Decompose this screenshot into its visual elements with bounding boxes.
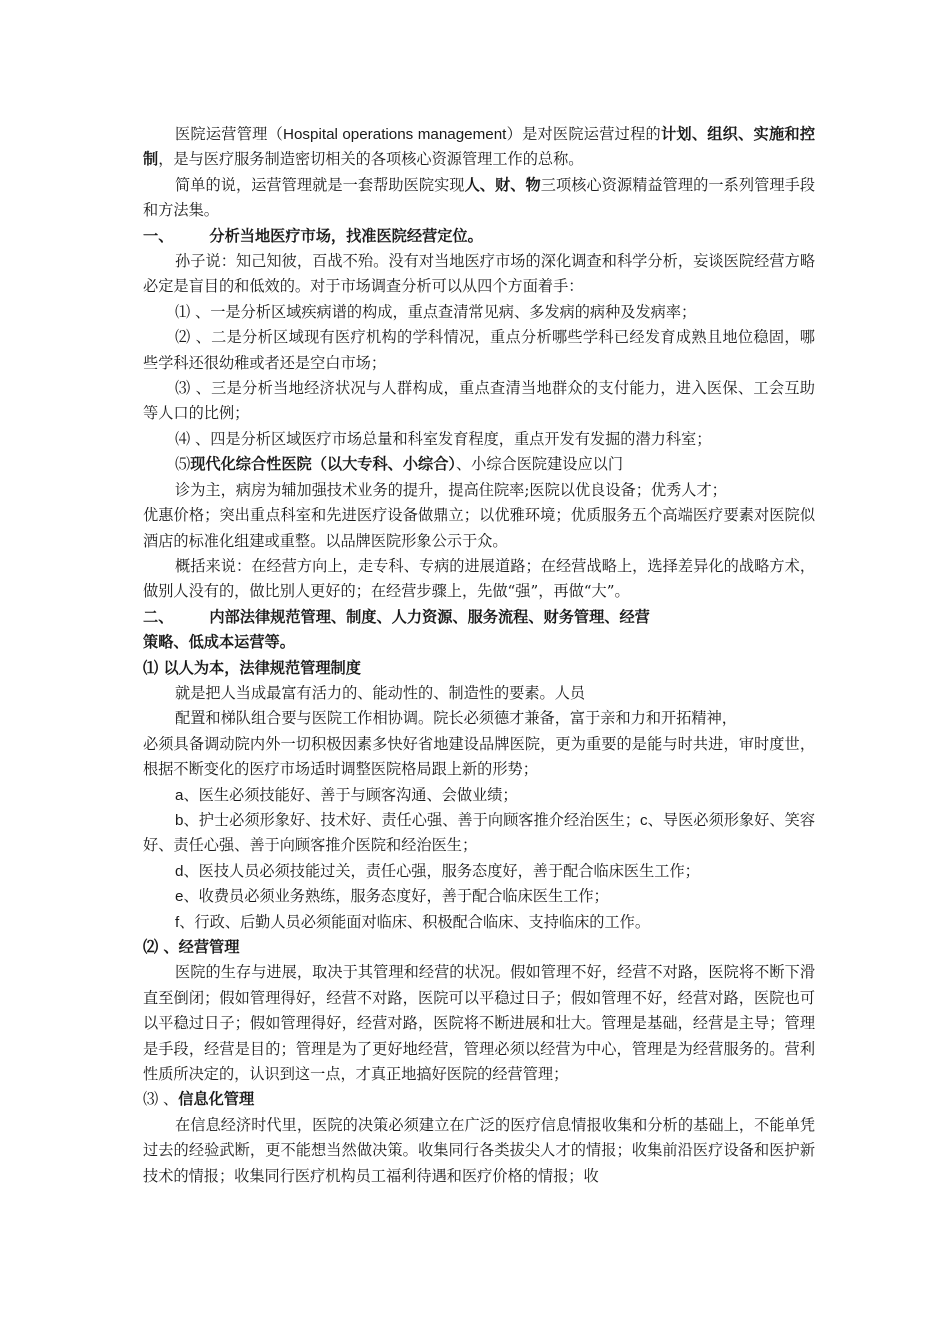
list-item-5 — [143, 452, 815, 477]
item-letter: d — [175, 862, 184, 880]
list-item-1: ⑴ 、一是分析区域疾病谱的构成，重点查清常见病、多发病的病种及发病率； — [175, 302, 697, 321]
bold-term: 现代化综合性医院（以大专科、小综合） — [190, 455, 456, 474]
people-paragraph-1: 就是把人当成最富有活力的、能动性的、制造性的要素。人员 — [175, 683, 586, 702]
diagnosis-paragraph-rest: 优惠价格；突出重点科室和先进医疗设备做鼎立；以优雅环境；优质服务五个高端医疗要素对医院似酒店的标准化组建或重整。以品牌医院形象公示于众。 — [143, 506, 815, 550]
text-run: 医院运营管理（ — [175, 125, 284, 143]
people-paragraph-2-first-line: 配置和梯队组合要与医院工作相协调。院长必须德才兼备，富于亲和力和开拓精神， — [175, 709, 737, 728]
subheading-2 — [143, 935, 815, 960]
subheading-text: ⑵ 、经营管理 — [143, 938, 240, 956]
item-letter: a — [175, 786, 184, 804]
list-number: ⑸ — [175, 455, 191, 474]
item-letter: f — [175, 913, 180, 931]
subheading-1 — [143, 656, 815, 681]
text-run: 简单的说，运营管理就是一套帮助医院实现 — [175, 175, 465, 194]
text-run: 、护士必须形象好、技术好、责任心强、善于向顾客推介经治医生； — [183, 810, 641, 829]
text-run: 、行政、后勤人员必须能面对临床、积极配合临床、支持临床的工作。 — [179, 912, 651, 931]
text-run: ）是对医院运营过程的 — [506, 125, 661, 143]
information-paragraph: 在信息经济时代里，医院的决策必须建立在广泛的医疗信息情报收集和分析的基础上，不能单凭过去的经验武断，更不能想当然做决策。收集同行各类拔尖人才的情报；收集前沿医疗设备和医护新技术的情报；收集同行医疗机构员工福利待遇和医疗价格的情报；收 — [143, 1115, 815, 1185]
section-1-paragraph: 孙子说：知己知彼，百战不殆。没有对当地医疗市场的深化调查和科学分析，妄谈医院经营方略必定是盲目的和低效的。对于市场调查分析可以从四个方面着手： — [143, 252, 815, 296]
text-run: 、小综合医院建设应以门 — [455, 455, 624, 474]
list-item-4: ⑷ 、四是分析区域医疗市场总量和科室发育程度，重点开发有发掘的潜力科室； — [175, 429, 712, 448]
section-number: 二、 — [143, 607, 174, 626]
section-1-heading — [143, 224, 815, 249]
staff-item-a — [143, 783, 815, 808]
section-2-heading-cont — [143, 630, 815, 655]
section-number: 一、 — [143, 226, 174, 245]
text-run: 、导医必须形象好、笑容好、责任心强、善于向顾客推介医院和经治医生； — [143, 810, 816, 855]
staff-item-b — [143, 808, 815, 859]
intro-paragraph-2 — [143, 173, 815, 224]
bold-term: 计划、组织、实施和控制 — [143, 125, 816, 169]
summary-paragraph: 概括来说：在经营方向上，走专科、专病的进展道路；在经营战略上，选择差异化的战略方术，做别人没有的，做比别人更好的；在经营步骤上，先做“强”，再做“大”。 — [143, 556, 815, 601]
section-title: 内部法律规范管理、制度、人力资源、服务流程、财务管理、经营 — [209, 607, 650, 626]
list-item-2: ⑵ 、二是分析区域现有医疗机构的学科情况，重点分析哪些学科已经发育成熟且地位稳固，哪些学科还很幼稚或者还是空白市场； — [143, 328, 815, 372]
text-run: 三项核心资源精益管理的一系列管理手段和方法集。 — [143, 175, 816, 220]
subheading-3 — [143, 1087, 815, 1112]
item-letter: b — [175, 811, 184, 829]
staff-item-e — [143, 884, 815, 909]
intro-paragraph-1 — [143, 122, 815, 173]
text-run: 、医技人员必须技能过关，责任心强，服务态度好，善于配合临床医生工作； — [183, 861, 700, 880]
staff-item-f — [143, 910, 815, 935]
text-run: 、医生必须技能好、善于与顾客沟通、会做业绩； — [183, 785, 518, 804]
people-paragraph-2-rest: 必须具备调动院内外一切积极因素多快好省地建设品牌医院，更为重要的是能与时共进，审时度世，根据不断变化的医疗市场适时调整医院格局跟上新的形势； — [143, 734, 815, 779]
document-page — [143, 122, 815, 1189]
text-run: 、收费员必须业务熟练，服务态度好，善于配合临床医生工作； — [183, 887, 609, 906]
diagnosis-paragraph-first-line: 诊为主，病房为辅加强技术业务的提升，提高住院率;医院以优良设备；优秀人才； — [175, 480, 727, 499]
text-run: ，是与医疗服务制造密切相关的各项核心资源管理工作的总称。 — [158, 150, 584, 169]
section-title-cont: 策略、低成本运营等。 — [143, 633, 295, 652]
item-letter: e — [175, 888, 184, 906]
staff-item-d — [143, 859, 815, 884]
management-paragraph: 医院的生存与进展，取决于其管理和经营的状况。假如管理不好，经营不对路，医院将不断下滑直至倒闭；假如管理得好，经营不对路，医院可以平稳过日子；假如管理不好，经营对路，医院也可以平稳过日子；假如管理得好，经营对路，医院将不断进展和壮大。管理是基础，经营是主导；管理是手段，经营是目的；管理是为了更好地经营，管理必须以经营为中心，管理是为经营服务的。营利性质所决定的，认识到这一点，才真正地搞好医院的经营管理； — [143, 963, 815, 1084]
subheading-text: 信息化管理 — [178, 1090, 255, 1109]
list-number: ⑶ 、 — [143, 1090, 179, 1109]
list-item-3: ⑶ 、三是分析当地经济状况与人群构成，重点查清当地群众的支付能力，进入医保、工会互助等人口的比例； — [143, 379, 815, 423]
section-2-heading — [143, 605, 815, 630]
item-letter: c — [640, 811, 648, 829]
section-title: 分析当地医疗市场，找准医院经营定位。 — [209, 226, 483, 245]
subheading-text: ⑴ 以人为本，法律规范管理制度 — [143, 658, 361, 677]
english-term: Hospital operations management — [283, 126, 507, 143]
bold-term: 人、财、物 — [464, 175, 541, 194]
